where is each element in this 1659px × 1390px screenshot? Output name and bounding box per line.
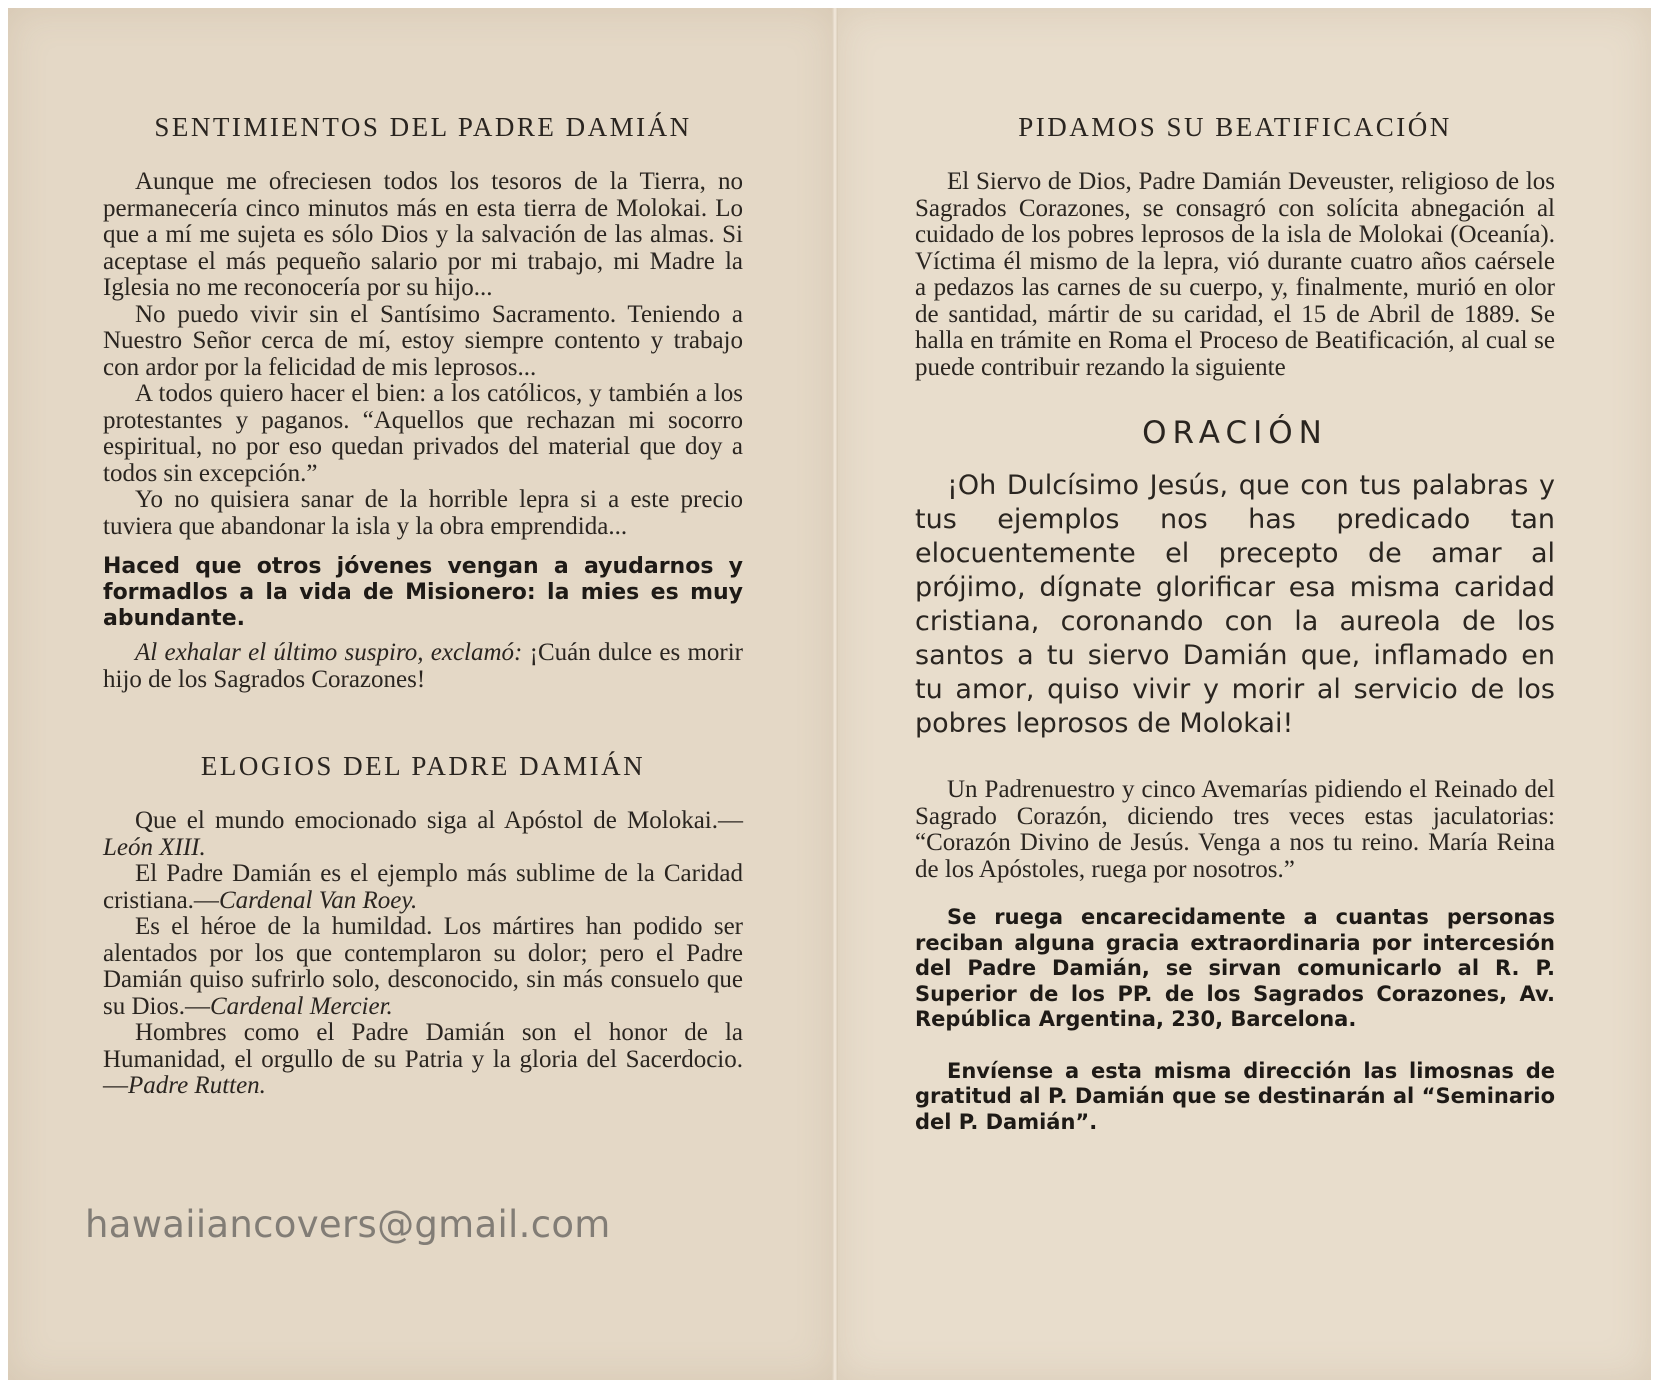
elogio-3-text: Es el héroe de la humildad. Los mártires han podido ser alentados por los que contemplaron su dolor; pero el Padre Damián quiso sufrirlo solo, desconocido, sin más consuelo que su Dios.— [103, 913, 743, 1020]
elogio-2-text: El Padre Damián es el ejemplo más sublime de la Caridad cristiana.— [103, 860, 743, 914]
center-fold [832, 8, 838, 1380]
oracion-title: ORACIÓN [1142, 415, 1328, 451]
sentimientos-paragraph-4: Yo no quisiera sanar de la horrible lepra si a este precio tuviera que abandonar la isla y la obra emprendida... [103, 486, 743, 540]
sentimientos-heading: SENTIMIENTOS DEL PADRE DAMIÁN [154, 112, 692, 142]
elogio-1-author: León XIII. [103, 833, 206, 861]
elogios-heading: ELOGIOS DEL PADRE DAMIÁN [200, 751, 646, 781]
sentimientos-paragraph-2: No puedo vivir sin el Santísimo Sacramento. Teniendo a Nuestro Señor cerca de mí, estoy siempre contento y trabajo con ardor por la felicidad de mis leprosos... [103, 300, 743, 381]
limosnas-notice: Envíense a esta misma dirección las limosnas de gratitud al P. Damián que se destinarán al “Seminario del P. Damián”. [915, 1058, 1555, 1134]
gracia-notice: Se ruega encarecidamente a cuantas personas reciban alguna gracia extraordinaria por intercesión del Padre Damián, se sirvan comunicarlo al R. P. Superior de los PP. de los Sagrados Corazones, Av. República Argentina, 230, Barcelona. [915, 905, 1555, 1031]
last-words [103, 640, 743, 693]
elogio-3 [103, 914, 743, 1020]
last-words-lead: Al exhalar el último suspiro, exclamó: [135, 639, 523, 666]
elogio-4-author: Padre Rutten. [128, 1072, 266, 1099]
elogio-2 [103, 861, 743, 914]
left-column [103, 100, 743, 1100]
sentimientos-paragraph-1: Aunque me ofreciesen todos los tesoros de la Tierra, no permanecería cinco minutos más en esta tierra de Molokai. Lo que a mí me sujeta es sólo Dios y la salvación de las almas. Si aceptase el más pequeño salario por mi trabajo, mi Madre la Iglesia no me reconocería por su hijo... [103, 168, 743, 301]
elogio-3-author: Cardenal Mercier. [209, 992, 393, 1020]
beatificacion-heading: PIDAMOS SU BEATIFICACIÓN [1018, 112, 1452, 142]
last-words-quote: ¡Cuán dulce es morir hijo de los Sagrados Corazones! [103, 639, 743, 693]
elogio-1 [103, 808, 743, 861]
elogio-4-text: Hombres como el Padre Damián son el honor de la Humanidad, el orgullo de su Patria y la gloria del Sacerdocio.— [103, 1019, 743, 1099]
prayer-text: ¡Oh Dulcísimo Jesús, que con tus palabras y tus ejemplos nos has predicado tan elocuentemente el precepto de amar al prójimo, dígnate glorificar esa misma caridad cristiana, coronando con la aureola de los santos a tu siervo Damián que, inflamado en tu amor, quiso vivir y morir al servicio de los pobres leprosos de Molokai! [915, 470, 1555, 739]
elogio-4 [103, 1020, 743, 1100]
email-watermark: hawaiiancovers@gmail.com [85, 1203, 611, 1246]
elogio-2-author: Cardenal Van Roey. [218, 886, 418, 914]
elogio-1-text: Que el mundo emocionado siga al Apóstol de Molokai.— [135, 807, 743, 834]
beatificacion-paragraph: El Siervo de Dios, Padre Damián Deveuster, religioso de los Sagrados Corazones, se consagró con solícita abnegación al cuidado de los pobres leprosos de la isla de Molokai (Oceanía). Víctima él mismo de la lepra, vió durante cuatro años caérsele a pedazos las carnes de su cuerpo, y, finalmente, murió en olor de santidad, mártir de su caridad, el 15 de Abril de 1889. Se halla en trámite en Roma el Proceso de Beatificación, al cual se puede contribuir rezando la siguiente [915, 168, 1555, 381]
padrenuestro-paragraph: Un Padrenuestro y cinco Avemarías pidiendo el Reinado del Sagrado Corazón, diciendo tres veces estas jaculatorias: “Corazón Divino de Jesús. Venga a nos tu reino. María Reina de los Apóstoles, ruega por nosotros.” [915, 776, 1555, 883]
missionary-call: Haced que otros jóvenes vengan a ayudarnos y formadlos a la vida de Misionero: la mies es muy abundante. [103, 554, 743, 631]
right-column [915, 100, 1555, 1135]
sentimientos-paragraph-3: A todos quiero hacer el bien: a los católicos, y también a los protestantes y paganos. “Aquellos que rechazan mi socorro espiritual, no por eso quedan privados del material que doy a todos sin excepción.” [103, 380, 743, 487]
